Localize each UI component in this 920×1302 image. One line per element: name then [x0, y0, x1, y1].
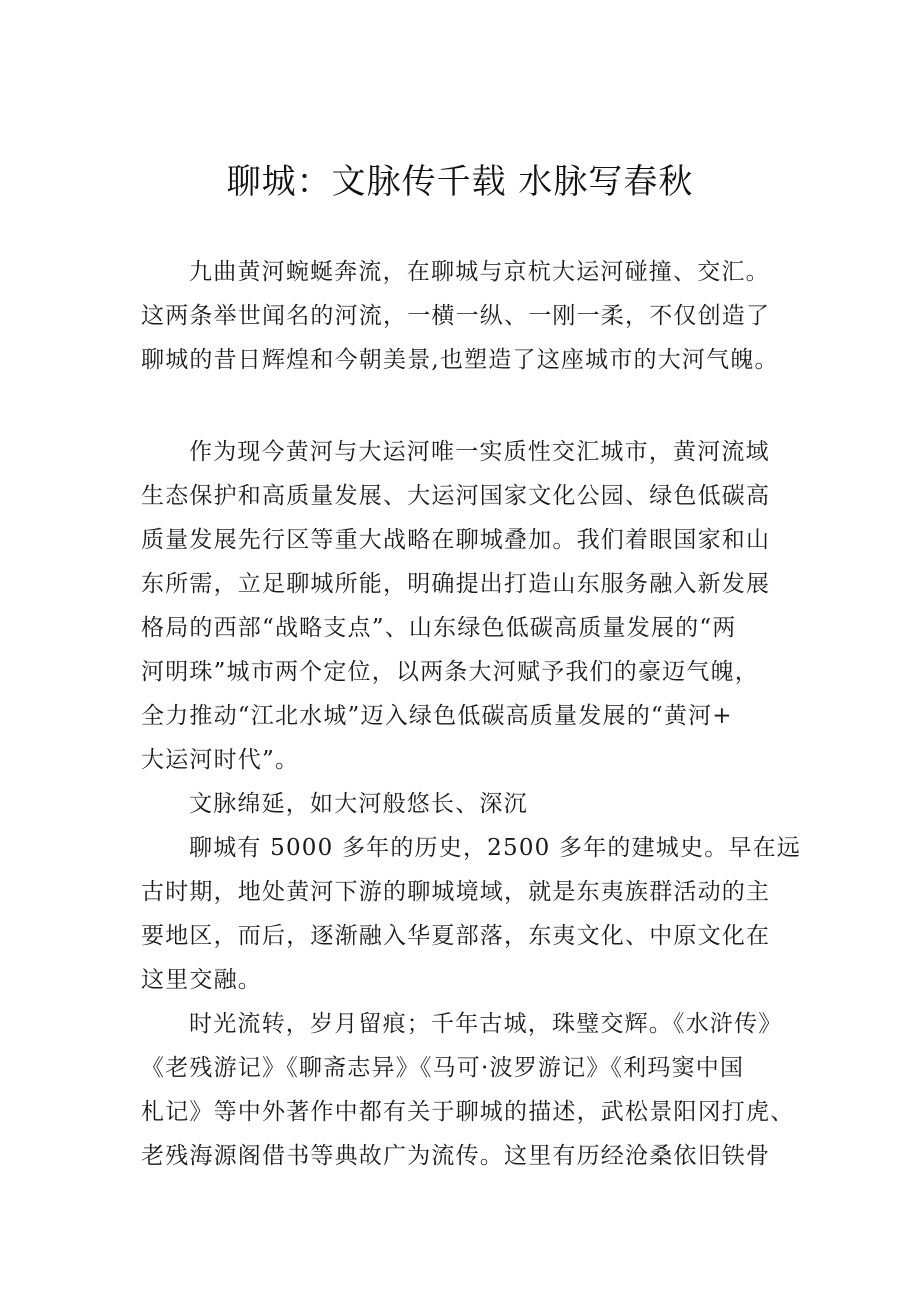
paragraph-line: 老残海源阁借书等典故广为流传。这里有历经沧桑依旧铁骨 [141, 1143, 771, 1169]
paragraph-line: 大运河时代”。 [141, 747, 300, 773]
paragraph-line: 时光流转，岁月留痕；千年古城，珠璧交辉。《水浒传》 [189, 1011, 783, 1037]
paragraph-line: 札记》等中外著作中都有关于聊城的描述，武松景阳冈打虎、 [141, 1099, 795, 1125]
paragraph-line: 全力推动“江北水城”迈入绿色低碳高质量发展的“黄河+ [141, 703, 733, 729]
section-heading: 文脉绵延，如大河般悠长、深沉 [189, 791, 528, 817]
paragraph-line: 古时期，地处黄河下游的聊城境域，就是东夷族群活动的主 [141, 879, 771, 905]
paragraph-line: 河明珠”城市两个定位，以两条大河赋予我们的豪迈气魄， [141, 659, 759, 685]
paragraph-line: 作为现今黄河与大运河唯一实质性交汇城市，黄河流域 [189, 439, 770, 465]
paragraph-line: 格局的西部“战略支点”、山东绿色低碳高质量发展的“两 [141, 615, 737, 641]
paragraph-line: 聊城有 5000 多年的历史，2500 多年的建城史。早在远 [189, 835, 801, 861]
paragraph-line: 生态保护和高质量发展、大运河国家文化公园、绿色低碳高 [141, 483, 771, 509]
paragraph-line: 这两条举世闻名的河流，一横一纵、一刚一柔，不仅创造了 [141, 303, 771, 329]
paragraph-line: 要地区，而后，逐渐融入华夏部落，东夷文化、中原文化在 [141, 923, 771, 949]
paragraph-gap [141, 382, 811, 430]
document-body [141, 250, 811, 1178]
document-title: 聊城：文脉传千载 水脉写春秋 [226, 162, 694, 202]
paragraph-line: 这里交融。 [141, 967, 262, 993]
paragraph-line: 聊城的昔日辉煌和今朝美景,也塑造了这座城市的大河气魄。 [141, 347, 779, 373]
paragraph-line: 东所需，立足聊城所能，明确提出打造山东服务融入新发展 [141, 571, 771, 597]
paragraph-line: 九曲黄河蜿蜒奔流，在聊城与京杭大运河碰撞、交汇。 [189, 259, 770, 285]
paragraph-line: 质量发展先行区等重大战略在聊城叠加。我们着眼国家和山 [141, 527, 771, 553]
paragraph-line: 《老残游记》《聊斋志异》《马可·波罗游记》《利玛窦中国 [141, 1055, 745, 1081]
